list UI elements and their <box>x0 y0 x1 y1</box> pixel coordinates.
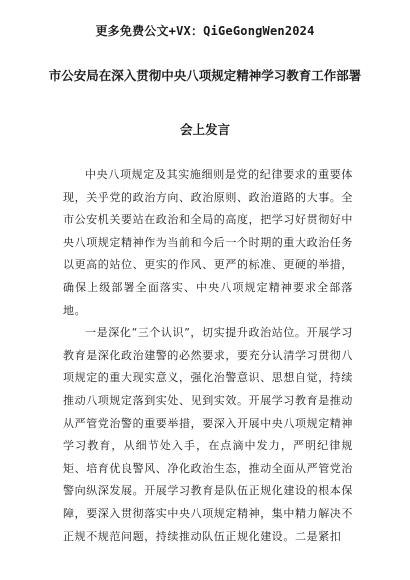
document-title: 市公安局在深入贯彻中央八项规定精神学习教育工作部署 <box>48 68 362 83</box>
document-header: 更多免费公文+VX：QiGeGongWen2024 <box>95 24 315 38</box>
document-subtitle: 会上发言 <box>179 122 230 137</box>
document-body <box>63 164 353 548</box>
body-paragraph-2: 一是深化“三个认识”，切实提升政治站位。开展学习教育是深化政治建警的必然要求，要充分认清学习贯彻八项规定的重大现实意义，强化治警意识、思想自觉，持续推动八项规定落到实处、见到实效。开展学习教育是推动从严管党治警的重要举措，要深入开展中央八项规定精神学习教育，从细节处入手，在点滴中发力，严明纪律规矩、培育优良警风、净化政治生态，推动全面从严管党治警向纵深发展。开展学习教育是队伍正规化建设的根本保障，要深入贯彻落实中央八项规定精神，集中精力解决不正规不规范问题，持续推动队伍正规化建设。二是紧扣 <box>63 326 353 543</box>
body-paragraph-1: 中央八项规定及其实施细则是党的纪律要求的重要体现，关乎党的政治方向、政治原则、政治道路的大事。全市公安机关要站在政治和全局的高度，把学习好贯彻好中央八项规定精神作为当前和今后一个时期的重大政治任务以更高的站位、更实的作风、更严的标准、更硬的举措，确保上级部署全面落实、中央八项规定精神要求全部落地。 <box>63 168 353 317</box>
